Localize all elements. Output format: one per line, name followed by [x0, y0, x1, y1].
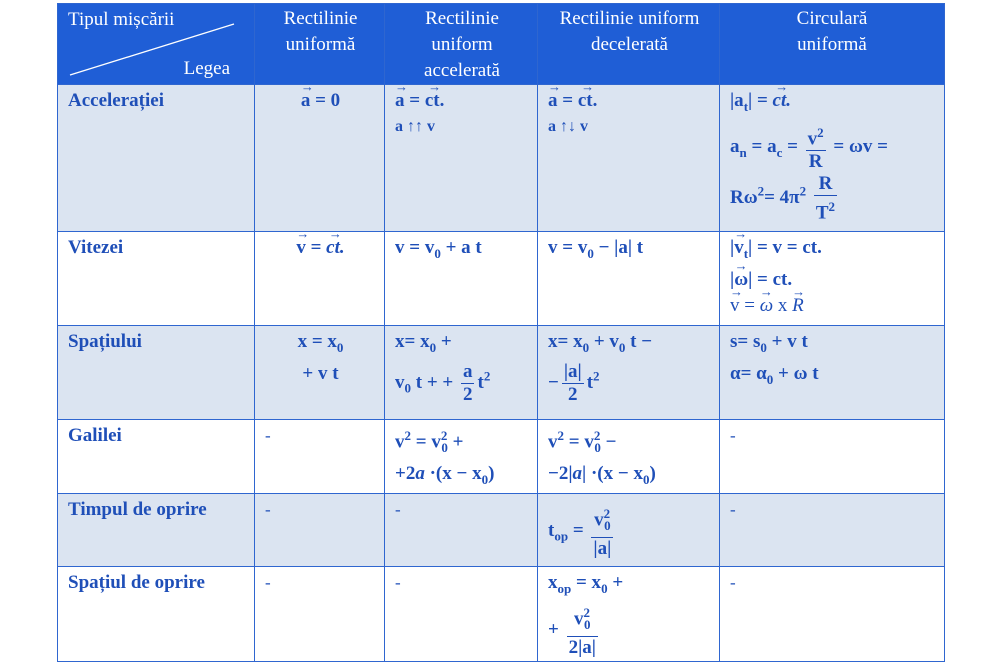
cell-text: s= s — [730, 331, 761, 352]
row-label-space: Spațiului — [58, 326, 255, 420]
cell-text: v = v — [548, 237, 588, 258]
row-label-velocity: Vitezei — [58, 232, 255, 326]
numerator: |a| — [563, 360, 582, 382]
direction-note: a ↑↓ v — [548, 118, 588, 135]
cell-text: = x — [571, 571, 602, 593]
cell-stop-time-accelerated: - — [385, 493, 538, 566]
vector-r: → R — [792, 293, 804, 319]
cell-galilei-accelerated: $v^2 = v^2_0$ + $+2a \cdot(x - x_0)$ — [385, 420, 538, 494]
table-row-space — [58, 326, 945, 420]
cell-text: x= x — [395, 331, 430, 352]
cell-text: x — [548, 571, 558, 593]
direction-note: a ↑↑ v — [395, 118, 435, 135]
cell-text: t + + — [411, 371, 458, 393]
cell-velocity-decelerated: $v = v_0 - |a|$ t — [538, 232, 720, 326]
corner-bottom-label: Legea — [183, 58, 230, 79]
cell-space-uniform: $x = x_0$ + v t — [255, 326, 385, 420]
corner-top-label: Tipul mișcării — [68, 9, 175, 30]
vector-omega: → ω — [734, 267, 748, 293]
cell-acceleration-accelerated: → a = → ct. a ↑↑ v — [385, 85, 538, 232]
fraction-v0sq-over-abs-a: $\frac{v^2_0}{|a|}$ — [591, 503, 613, 560]
vector-ct: → ct. — [326, 235, 344, 261]
cell-text: | ·(x − x — [582, 463, 643, 485]
cell-acceleration-circular: $|a_t|$ = → ct. $a_n = a_c$ = $\frac{v^2}{R}$ = ωv = $R\omega^2= 4\pi^2$ $\frac{R}{T^2}$ — [720, 85, 945, 232]
cell-text: α= α — [730, 362, 767, 384]
vector-a: → a — [301, 88, 311, 114]
table-row-stop-time — [58, 493, 945, 566]
cell-text: +2 — [395, 463, 416, 485]
table-row-velocity — [58, 232, 945, 326]
fraction-r-over-t2: $\frac{R}{T^2}$ — [815, 173, 836, 224]
column-header-3: Rectilinie uniform decelerată — [538, 4, 720, 85]
cell-text: + ω t — [773, 362, 819, 384]
numerator: v — [807, 128, 818, 150]
omega-v: = ωv = — [833, 135, 888, 157]
cell-velocity-circular: |→ $v_t| = v$ = ct. |→ ω| = ct. → v = → ω x → R — [720, 232, 945, 326]
an-symbol: a — [730, 135, 740, 157]
fraction-v2-over-r: $\frac{v^2}{R}$ — [806, 122, 826, 173]
numerator: a — [462, 360, 473, 382]
vector-v: → v — [730, 293, 740, 319]
cell-text: x= x — [548, 331, 583, 352]
tangent-subscript: t — [743, 98, 749, 114]
cell-text: − — [548, 371, 559, 393]
cell-text: ·(x − x — [424, 463, 482, 485]
vector-ct: → ct. — [425, 88, 445, 114]
table-row-galilei — [58, 420, 945, 494]
cross-symbol: x — [773, 294, 793, 316]
cell-text: + v t — [302, 362, 339, 384]
column-header-4: Circulară uniformă — [720, 4, 945, 85]
r-omega: Rω — [730, 187, 758, 209]
vector-omega: → ω — [760, 293, 773, 319]
cell-text: + a t — [440, 237, 482, 258]
cell-text: | = ct. — [748, 268, 793, 290]
denominator: T — [815, 202, 829, 224]
numerator: v — [594, 509, 604, 531]
cell-text: + v — [589, 331, 619, 352]
cell-space-decelerated: $x= x_0 + v_0$ t − − $\frac{|a|}{2}$ $t^2$ — [538, 326, 720, 420]
cell-text: a — [415, 463, 425, 485]
cell-velocity-uniform: → v = → ct. — [255, 232, 385, 326]
denominator: 2 — [462, 383, 473, 405]
cell-galilei-uniform: - — [255, 420, 385, 494]
motion-laws-table — [57, 3, 945, 662]
cell-stop-space-circular: - — [720, 566, 945, 661]
cell-text: = v — [564, 431, 594, 453]
table-row-acceleration — [58, 85, 945, 232]
cell-text: − |a| t — [593, 237, 644, 258]
cell-text: −2| — [548, 463, 573, 485]
cell-text: t — [548, 519, 555, 541]
cell-text: + v t — [766, 331, 808, 352]
cell-text: + — [447, 431, 464, 453]
cell-text: | = v = ct. — [748, 237, 822, 258]
four-pi: = 4π — [764, 187, 800, 209]
denominator: |a| — [593, 537, 612, 559]
numerator: v — [574, 608, 584, 630]
vector-ct: → ct. — [578, 88, 598, 114]
column-header-2: Rectilinie uniform accelerată — [385, 4, 538, 85]
cell-acceleration-uniform — [255, 85, 385, 232]
vector-a: → a — [548, 88, 558, 114]
cell-text: = v — [411, 431, 441, 453]
cell-text: t — [477, 371, 484, 393]
cell-text: v — [395, 371, 405, 393]
subscript: op — [554, 528, 569, 544]
cell-stop-time-circular: - — [720, 493, 945, 566]
cell-text: + — [607, 571, 624, 593]
cell-stop-space-accelerated: - — [385, 566, 538, 661]
cell-text: x = x — [297, 331, 337, 352]
vector-v: → v — [734, 235, 744, 261]
subscript: op — [557, 580, 572, 596]
row-label-stop-time: Timpul de oprire — [58, 493, 255, 566]
numerator: R — [814, 173, 837, 196]
row-label-acceleration: Accelerației — [58, 85, 255, 232]
cell-text: v — [395, 431, 405, 453]
vector-ct: → ct. — [773, 88, 791, 114]
cell-stop-time-uniform: - — [255, 493, 385, 566]
cell-text: + — [548, 618, 564, 640]
abs-open: |a — [730, 90, 744, 111]
cell-space-accelerated: $x= x_0$ + $v_0$ t + + $\frac{a}{2}$ $t^2$ — [385, 326, 538, 420]
cell-stop-time-decelerated: $t_{op}$ = $\frac{v^2_0}{|a|}$ — [538, 493, 720, 566]
ac-symbol: a — [767, 135, 777, 157]
cell-galilei-circular: - — [720, 420, 945, 494]
cell-text: v = v — [395, 237, 435, 258]
corner-header-cell — [58, 4, 255, 85]
cell-text: a — [572, 463, 583, 485]
fraction-a-over-2 — [461, 361, 475, 406]
row-label-stop-space: Spațiul de oprire — [58, 566, 255, 661]
denominator: R — [808, 151, 823, 173]
cell-acceleration-decelerated: → a = → ct. a ↑↓ v — [538, 85, 720, 232]
cell-stop-space-decelerated: $x_{op} = x_0$ + + $\frac{v^2_0}{2|a|}$ — [538, 566, 720, 661]
vector-a: → a — [395, 88, 405, 114]
fraction-abs-a-over-2 — [562, 361, 584, 406]
row-label-galilei: Galilei — [58, 420, 255, 494]
cell-text: − — [600, 431, 617, 453]
fraction-v0sq-over-2abs-a: $\frac{v^2_0}{2|a|}$ — [567, 602, 598, 659]
vector-v: → v — [296, 235, 306, 261]
column-header-1: Rectilinie uniformă — [255, 4, 385, 85]
table-row-stop-space — [58, 566, 945, 661]
denominator: 2|a| — [568, 636, 596, 658]
cell-text: = 0 — [310, 90, 341, 111]
cell-text: + — [436, 331, 452, 352]
cell-velocity-accelerated: $v = v_0 + a$ t — [385, 232, 538, 326]
cell-galilei-decelerated: $v^2 = v^2_0$ − $-2|a| \cdot(x - x_0)$ — [538, 420, 720, 494]
cell-stop-space-uniform: - — [255, 566, 385, 661]
cell-text: t — [586, 371, 594, 393]
cell-text: v — [548, 431, 558, 453]
cell-text: t − — [625, 331, 653, 352]
denominator: 2 — [568, 383, 578, 405]
header-row — [58, 4, 945, 85]
cell-space-circular: $s= s_0 + v$ t $\alpha= \alpha_0 + \omega$ t — [720, 326, 945, 420]
